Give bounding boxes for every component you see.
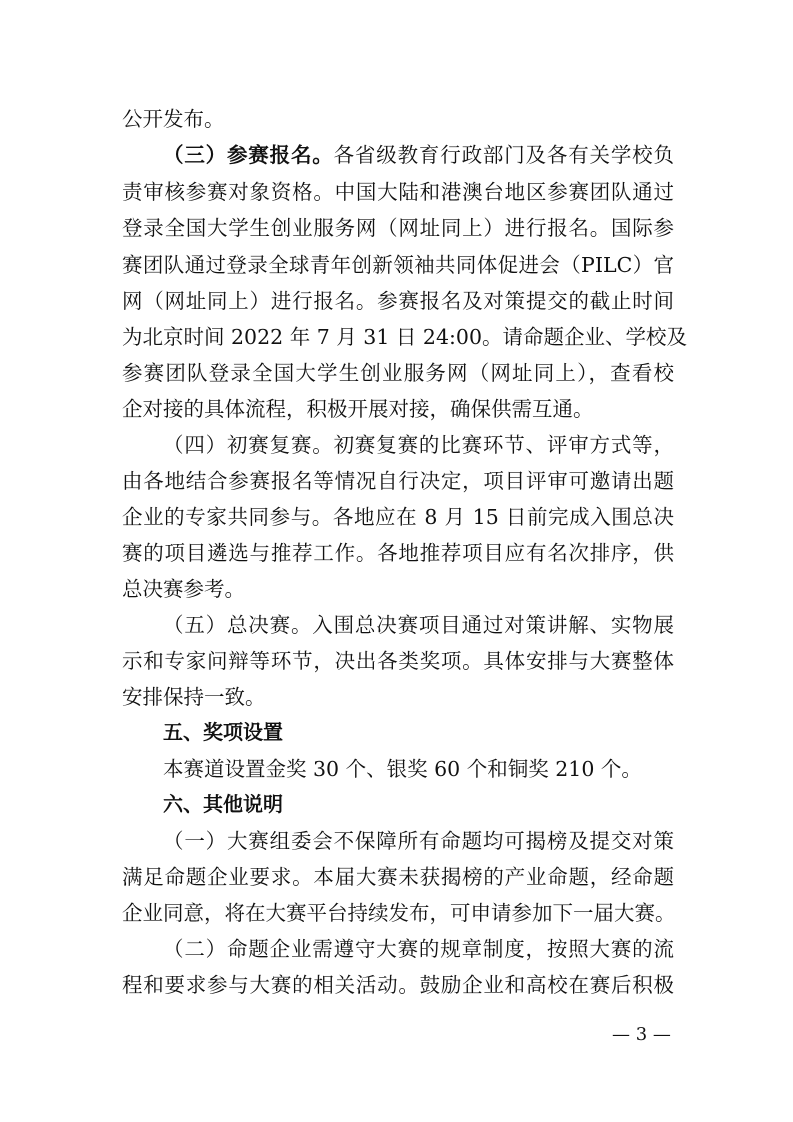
paragraph-line: （四）初赛复赛。初赛复赛的比赛环节、评审方式等，	[163, 433, 674, 457]
paragraph-line: 参赛团队登录全国大学生创业服务网（网址同上），查看校	[122, 361, 674, 385]
paragraph-line: 责审核参赛对象资格。中国大陆和港澳台地区参赛团队通过	[122, 180, 674, 204]
paragraph-line: 满足命题企业要求。本届大赛未获揭榜的产业命题，经命题	[122, 865, 674, 889]
paragraph-line: 由各地结合参赛报名等情况自行决定，项目评审可邀请出题	[122, 469, 674, 493]
paragraph-line: 企业同意，将在大赛平台持续发布，可申请参加下一届大赛。	[122, 901, 676, 925]
paragraph-line: （五）总决赛。入围总决赛项目通过对策讲解、实物展	[163, 613, 674, 637]
paragraph-line: 总决赛参考。	[122, 577, 245, 601]
page-number: — 3 —	[612, 1024, 671, 1045]
paragraph-line: 示和专家问辩等环节，决出各类奖项。具体安排与大赛整体	[122, 649, 674, 673]
paragraph-line: （一）大赛组委会不保障所有命题均可揭榜及提交对策	[163, 829, 674, 853]
paragraph-line	[163, 143, 674, 167]
paragraph-line: 程和要求参与大赛的相关活动。鼓励企业和高校在赛后积极	[122, 973, 674, 997]
paragraph-line: 公开发布。	[122, 107, 225, 131]
paragraph-line: 企对接的具体流程，积极开展对接，确保供需互通。	[122, 397, 594, 421]
paragraph-line: 为北京时间 2022 年 7 月 31 日 24:00。请命题企业、学校及	[122, 325, 687, 349]
paragraph-line: 赛的项目遴选与推荐工作。各地推荐项目应有名次排序，供	[122, 541, 674, 565]
section-lead: （三）参赛报名。	[163, 143, 334, 167]
paragraph-text: 各省级教育行政部门及各有关学校负	[333, 143, 674, 167]
paragraph-line: 企业的专家共同参与。各地应在 8 月 15 日前完成入围总决	[122, 505, 674, 529]
paragraph-line: 本赛道设置金奖 30 个、银奖 60 个和铜奖 210 个。	[163, 757, 642, 781]
paragraph-line: 登录全国大学生创业服务网（网址同上）进行报名。国际参	[122, 216, 674, 240]
section-heading: 五、奖项设置	[163, 720, 283, 744]
paragraph-line: 安排保持一致。	[122, 685, 266, 709]
paragraph-line: 赛团队通过登录全球青年创新领袖共同体促进会（PILC）官	[122, 253, 674, 277]
section-heading: 六、其他说明	[163, 792, 283, 816]
paragraph-line: 网（网址同上）进行报名。参赛报名及对策提交的截止时间	[122, 289, 674, 313]
paragraph-line: （二）命题企业需遵守大赛的规章制度，按照大赛的流	[163, 937, 674, 961]
